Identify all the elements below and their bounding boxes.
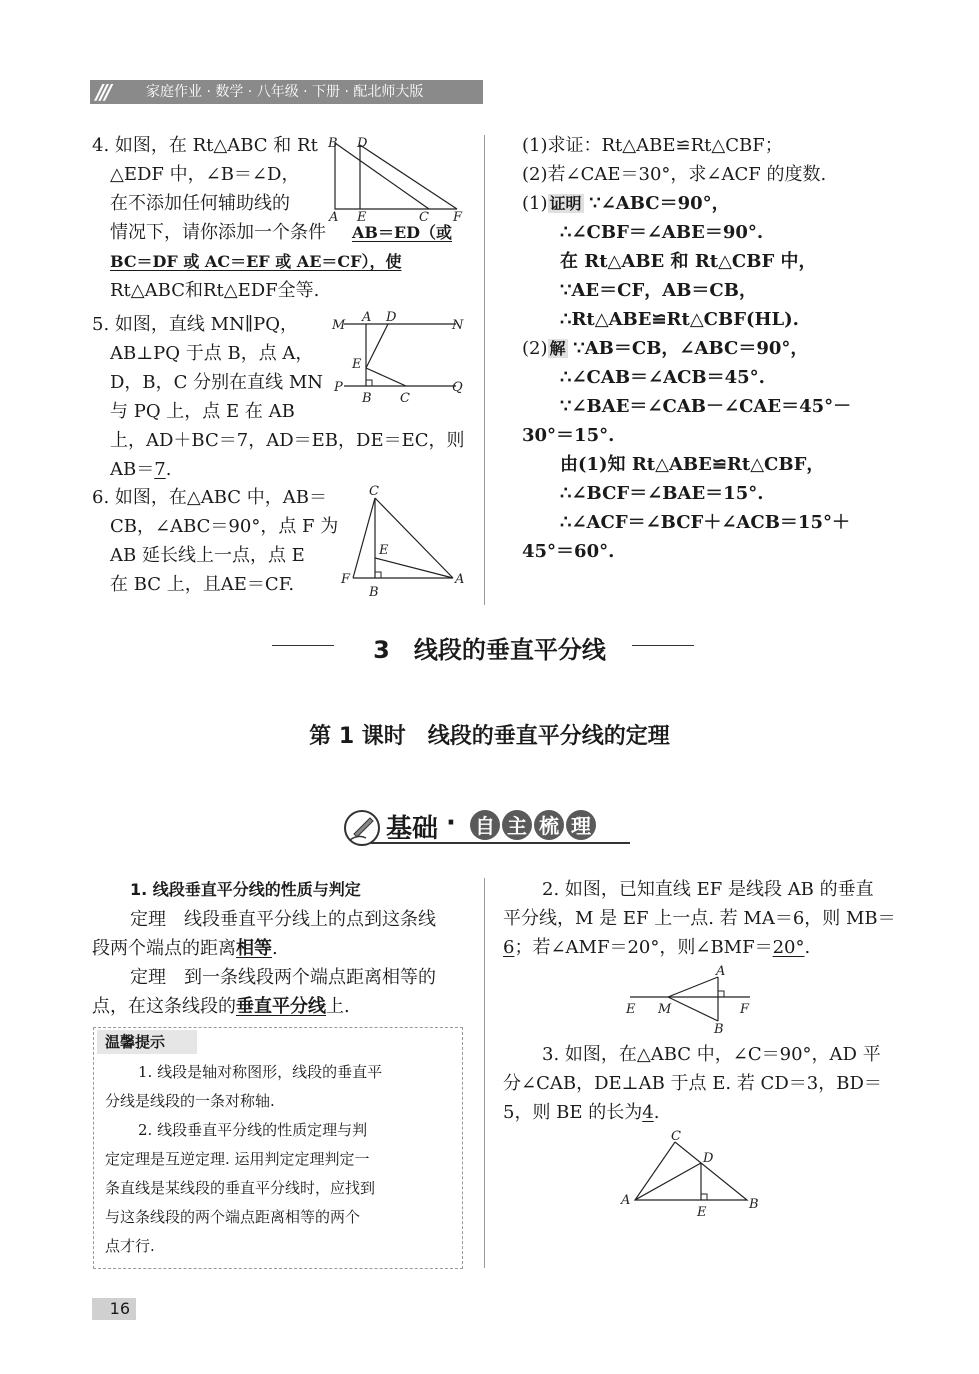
theorem-line: 定理 线段垂直平分线上的点到这条线 — [130, 909, 436, 930]
q2-answer: 6 — [503, 937, 515, 958]
proof-label: 证明 — [549, 194, 582, 213]
q3-line: 5，则 BE 的长为4. — [503, 1102, 660, 1123]
fig4-label: A — [329, 210, 339, 223]
badge-main: 基础 — [386, 814, 439, 844]
solution-line: (2) 解 ∵AB＝CB，∠ABC＝90°， — [522, 338, 809, 359]
q4-line: 在不添加任何辅助线的 — [110, 193, 290, 214]
fig2-label: F — [740, 1002, 750, 1017]
badge-dot: · — [446, 808, 456, 838]
header-text: 家庭作业 · 数学 · 八年级 · 下册 · 配北师大版 — [146, 84, 424, 100]
fig6-label: F — [341, 572, 351, 587]
q5-line: AB⊥PQ 于点 B，点 A， — [110, 343, 314, 364]
tip-line: 定定理是互逆定理. 运用判定定理判定一 — [105, 1150, 370, 1168]
tip-line: 分线是线段的一条对称轴. — [105, 1092, 275, 1110]
fig4-label: F — [453, 210, 463, 223]
solution-line: ∴∠CBF＝∠ABE＝90°. — [560, 222, 764, 243]
q4-line: 4. 如图，在 Rt△ABC 和 Rt — [92, 135, 318, 156]
theorem2-answer: 垂直平分线 — [236, 996, 326, 1017]
q6-line: CB，∠ABC＝90°，点 F 为 — [110, 516, 339, 537]
q4-line: △EDF 中，∠B＝∠D， — [110, 164, 300, 185]
q2-line: 2. 如图，已知直线 EF 是线段 AB 的垂直 — [542, 879, 874, 900]
fig6-label: C — [369, 484, 379, 499]
solution-line: (2)若∠CAE＝30°，求∠ACF 的度数. — [522, 164, 827, 185]
page-number: 16 — [92, 1298, 136, 1320]
tip-line: 2. 线段垂直平分线的性质定理与判 — [138, 1121, 368, 1139]
solution-line: (1) 证明 ∵∠ABC＝90°， — [522, 193, 730, 214]
column-divider-bottom — [484, 878, 485, 1268]
fig2-label: E — [626, 1002, 636, 1017]
fig5-label: Q — [452, 380, 463, 395]
fig6-label: E — [379, 543, 389, 558]
fig3-label: B — [749, 1197, 759, 1212]
solution-line: ∴∠ACF＝∠BCF＋∠ACB＝15°＋ — [560, 512, 850, 533]
figure-q5 — [330, 310, 470, 405]
q6-line: 在 BC 上，且AE＝CF. — [110, 574, 295, 595]
q3-line: 分∠CAB，DE⊥AB 于点 E. 若 CD＝3，BD＝ — [503, 1073, 882, 1094]
fig5-label: C — [400, 391, 410, 405]
badge-char: 梳 — [534, 810, 564, 840]
q5-line: 与 PQ 上，点 E 在 AB — [110, 401, 295, 422]
fig5-label: E — [352, 357, 362, 372]
solution-line: ∵AE＝CF，AB＝CB， — [560, 280, 757, 301]
solution-line: 45°＝60°. — [522, 541, 615, 562]
q6-line: AB 延长线上一点，点 E — [110, 545, 305, 566]
tips-label: 温馨提示 — [97, 1030, 197, 1054]
q3-line: 3. 如图，在△ABC 中，∠C＝90°，AD 平 — [542, 1044, 881, 1065]
section-rule-right — [632, 645, 694, 646]
tip-line: 点才行. — [105, 1237, 155, 1255]
fig4-label: C — [419, 210, 429, 223]
fig3-label: D — [703, 1151, 714, 1166]
fig5-label: A — [362, 310, 372, 325]
solution-line: ∴Rt△ABE≌Rt△CBF(HL). — [560, 309, 799, 330]
column-divider-top — [484, 135, 485, 605]
solution-line: ∵∠BAE＝∠CAB－∠CAE＝45°－ — [560, 396, 852, 417]
theorem-line: 定理 到一条线段两个端点距离相等的 — [130, 967, 436, 988]
q2-answer: 20° — [772, 937, 805, 958]
section-badge — [340, 804, 630, 848]
fig3-label: C — [671, 1129, 681, 1144]
solution-line: ∴∠BCF＝∠BAE＝15°. — [560, 483, 764, 504]
theorem-line: 段两个端点的距离相等. — [92, 938, 278, 959]
fig6-label: A — [455, 572, 465, 587]
badge-char: 主 — [502, 810, 532, 840]
q5-line: D，B，C 分别在直线 MN — [110, 372, 324, 393]
fig3-label: A — [621, 1193, 631, 1208]
theorem-line: 点，在这条线段的垂直平分线上. — [92, 996, 350, 1017]
figure-q2 — [620, 963, 760, 1038]
fig5-label: B — [362, 391, 372, 405]
section-title: 3 线段的垂直平分线 — [373, 636, 606, 664]
fig5-label: M — [332, 318, 346, 333]
solution-line: ∴∠CAB＝∠ACB＝45°. — [560, 367, 765, 388]
lesson-title: 第 1 课时 线段的垂直平分线的定理 — [309, 724, 670, 749]
tip-line: 1. 线段是轴对称图形，线段的垂直平 — [138, 1063, 383, 1081]
fig2-label: B — [714, 1022, 724, 1037]
badge-char: 理 — [566, 810, 596, 840]
solution-line: (1)求证：Rt△ABE≌Rt△CBF； — [522, 135, 783, 156]
fig5-label: D — [386, 310, 397, 325]
knowledge-heading: 1. 线段垂直平分线的性质与判定 — [130, 880, 361, 899]
fig3-label: E — [697, 1205, 707, 1220]
solution-line: 在 Rt△ABE 和 Rt△CBF 中， — [560, 251, 817, 272]
fig6-label: B — [369, 585, 379, 600]
q5-line: 5. 如图，直线 MN∥PQ， — [92, 314, 298, 335]
solve-label: 解 — [549, 339, 566, 358]
badge-char: 自 — [470, 810, 500, 840]
q5-line: 上，AD＋BC＝7，AD＝EB，DE＝EC，则 — [110, 430, 465, 451]
q2-line: 平分线，M 是 EF 上一点. 若 MA＝6，则 MB＝ — [503, 908, 896, 929]
q4-line: 情况下，请你添加一个条件 — [110, 222, 326, 243]
fig5-label: N — [452, 318, 464, 333]
fig4-label: E — [357, 210, 367, 223]
solution-line: 由(1)知 Rt△ABE≌Rt△CBF， — [560, 454, 825, 475]
header-slashes: /// — [96, 80, 109, 104]
q4-line: Rt△ABC和Rt△EDF全等. — [110, 280, 320, 301]
q4-answer: BC＝DF 或 AC＝EF 或 AE＝CF），使 — [110, 252, 402, 271]
badge-chars — [470, 810, 598, 840]
tip-line: 条直线是某线段的垂直平分线时，应找到 — [105, 1179, 376, 1197]
q3-answer: 4 — [642, 1102, 654, 1123]
fig2-label: M — [658, 1002, 672, 1017]
theorem1-answer: 相等 — [236, 938, 272, 959]
figure-q4 — [325, 133, 470, 223]
q5-answer: 7 — [154, 459, 166, 480]
fig2-label: A — [716, 964, 726, 979]
q2-line: 6；若∠AMF＝20°，则∠BMF＝20°. — [503, 937, 811, 958]
solution-line: 30°＝15°. — [522, 425, 615, 446]
fig5-label: P — [334, 380, 343, 395]
fig4-label: B — [328, 136, 338, 151]
figure-q6 — [335, 482, 470, 600]
fig4-label: D — [357, 136, 368, 151]
tip-line: 与这条线段的两个端点距离相等的两个 — [105, 1208, 361, 1226]
badge-underline — [370, 842, 630, 844]
q4-answer: AB＝ED（或 — [352, 223, 453, 242]
q5-line: AB＝7. — [110, 459, 172, 480]
q6-line: 6. 如图，在△ABC 中，AB＝ — [92, 487, 328, 508]
figure-q3 — [615, 1128, 765, 1220]
